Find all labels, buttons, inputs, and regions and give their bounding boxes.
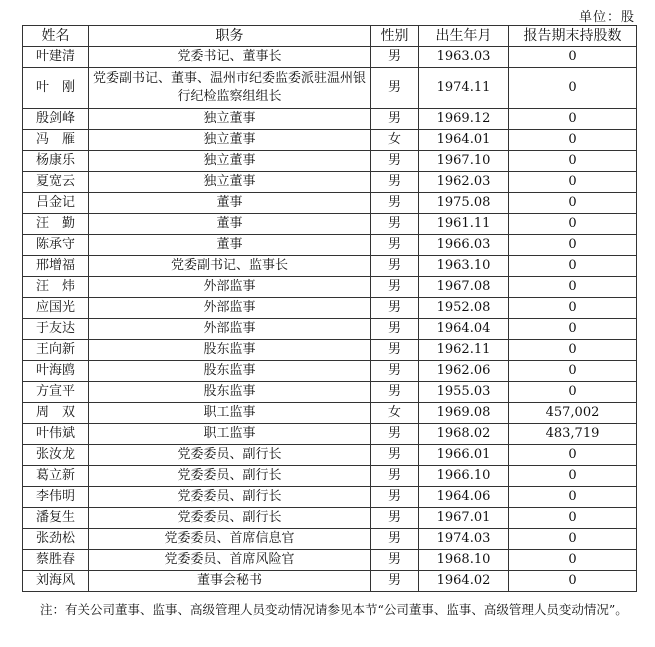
table-row [23,340,637,361]
table-row [23,361,637,382]
cell-shares: 0 [509,277,637,298]
table-row [23,529,637,550]
cell-name: 叶海鸥 [23,361,89,382]
table-row [23,214,637,235]
cell-gender: 男 [371,193,419,214]
cell-gender: 男 [371,571,419,592]
header-birth: 出生年月 [419,26,509,47]
cell-gender: 男 [371,424,419,445]
table-row [23,130,637,151]
cell-birth: 1963.10 [419,256,509,277]
cell-position: 党委委员、首席信息官 [89,529,371,550]
cell-birth: 1969.12 [419,109,509,130]
table-row [23,109,637,130]
cell-birth: 1966.03 [419,235,509,256]
cell-gender: 男 [371,256,419,277]
table-row [23,445,637,466]
cell-birth: 1964.06 [419,487,509,508]
cell-shares: 0 [509,193,637,214]
cell-name: 夏宽云 [23,172,89,193]
cell-name: 王向新 [23,340,89,361]
cell-gender: 男 [371,550,419,571]
cell-name: 刘海风 [23,571,89,592]
cell-gender: 男 [371,382,419,403]
cell-position: 党委委员、副行长 [89,466,371,487]
cell-position: 董事 [89,214,371,235]
shareholding-table [22,25,637,592]
cell-shares: 0 [509,529,637,550]
cell-shares: 483,719 [509,424,637,445]
cell-shares: 0 [509,68,637,109]
cell-shares: 0 [509,445,637,466]
cell-name: 杨康乐 [23,151,89,172]
cell-shares: 0 [509,214,637,235]
cell-birth: 1964.02 [419,571,509,592]
table-row [23,235,637,256]
cell-name: 邢增福 [23,256,89,277]
table-row [23,403,637,424]
cell-shares: 0 [509,487,637,508]
table-row [23,172,637,193]
cell-shares: 457,002 [509,403,637,424]
cell-shares: 0 [509,571,637,592]
cell-gender: 男 [371,68,419,109]
cell-shares: 0 [509,550,637,571]
cell-birth: 1962.03 [419,172,509,193]
table-row [23,508,637,529]
cell-birth: 1974.03 [419,529,509,550]
cell-gender: 男 [371,340,419,361]
cell-name: 殷剑峰 [23,109,89,130]
table-footnote: 注：有关公司董事、监事、高级管理人员变动情况请参见本节“公司董事、监事、高级管理人员变动情况”。 [40,602,628,617]
cell-name: 张劲松 [23,529,89,550]
cell-position: 党委委员、首席风险官 [89,550,371,571]
table-row [23,47,637,68]
cell-name: 张汝龙 [23,445,89,466]
cell-birth: 1968.02 [419,424,509,445]
table-row [23,319,637,340]
cell-gender: 男 [371,319,419,340]
cell-position: 外部监事 [89,277,371,298]
cell-birth: 1964.04 [419,319,509,340]
cell-gender: 男 [371,466,419,487]
cell-position: 党委副书记、监事长 [89,256,371,277]
cell-birth: 1964.01 [419,130,509,151]
cell-position: 党委委员、副行长 [89,445,371,466]
cell-gender: 男 [371,151,419,172]
cell-name: 应国光 [23,298,89,319]
cell-gender: 男 [371,508,419,529]
cell-gender: 男 [371,277,419,298]
cell-birth: 1968.10 [419,550,509,571]
table-row [23,424,637,445]
cell-name: 冯 雁 [23,130,89,151]
cell-name: 李伟明 [23,487,89,508]
cell-birth: 1966.10 [419,466,509,487]
cell-shares: 0 [509,47,637,68]
cell-birth: 1963.03 [419,47,509,68]
table-row [23,298,637,319]
cell-name: 汪 炜 [23,277,89,298]
cell-shares: 0 [509,340,637,361]
cell-gender: 男 [371,445,419,466]
cell-gender: 女 [371,130,419,151]
header-name: 姓名 [23,26,89,47]
cell-birth: 1952.08 [419,298,509,319]
cell-gender: 男 [371,361,419,382]
cell-name: 周 双 [23,403,89,424]
cell-position: 党委委员、副行长 [89,487,371,508]
cell-birth: 1967.01 [419,508,509,529]
cell-position: 董事会秘书 [89,571,371,592]
cell-shares: 0 [509,382,637,403]
cell-position: 董事 [89,235,371,256]
cell-birth: 1975.08 [419,193,509,214]
cell-gender: 男 [371,298,419,319]
table-row [23,466,637,487]
cell-gender: 男 [371,529,419,550]
cell-gender: 男 [371,47,419,68]
header-row [23,26,637,47]
cell-gender: 男 [371,109,419,130]
cell-shares: 0 [509,298,637,319]
cell-gender: 男 [371,172,419,193]
cell-birth: 1966.01 [419,445,509,466]
table-row [23,571,637,592]
cell-birth: 1967.08 [419,277,509,298]
cell-position: 股东监事 [89,382,371,403]
table-row [23,151,637,172]
table-row [23,277,637,298]
cell-gender: 男 [371,487,419,508]
cell-shares: 0 [509,256,637,277]
cell-position: 独立董事 [89,130,371,151]
cell-position: 党委副书记、董事、温州市纪委监委派驻温州银行纪检监察组组长 [89,68,371,109]
cell-name: 于友达 [23,319,89,340]
cell-birth: 1961.11 [419,214,509,235]
cell-name: 叶 刚 [23,68,89,109]
cell-position: 党委委员、副行长 [89,508,371,529]
table-row [23,382,637,403]
cell-shares: 0 [509,172,637,193]
cell-position: 股东监事 [89,361,371,382]
cell-shares: 0 [509,508,637,529]
header-gender: 性别 [371,26,419,47]
cell-shares: 0 [509,319,637,340]
cell-name: 陈承守 [23,235,89,256]
cell-shares: 0 [509,130,637,151]
cell-position: 外部监事 [89,319,371,340]
table-body [23,47,637,592]
cell-shares: 0 [509,361,637,382]
cell-birth: 1962.11 [419,340,509,361]
cell-position: 独立董事 [89,172,371,193]
cell-name: 叶建清 [23,47,89,68]
table-row [23,487,637,508]
header-position: 职务 [89,26,371,47]
cell-birth: 1962.06 [419,361,509,382]
table-row [23,550,637,571]
cell-position: 外部监事 [89,298,371,319]
cell-name: 方宣平 [23,382,89,403]
header-shares: 报告期末持股数 [509,26,637,47]
cell-position: 董事 [89,193,371,214]
cell-name: 蔡胜春 [23,550,89,571]
cell-name: 叶伟斌 [23,424,89,445]
cell-position: 独立董事 [89,151,371,172]
table-row [23,256,637,277]
cell-gender: 女 [371,403,419,424]
cell-position: 党委书记、董事长 [89,47,371,68]
cell-name: 潘复生 [23,508,89,529]
cell-name: 吕金记 [23,193,89,214]
cell-shares: 0 [509,151,637,172]
table-row [23,193,637,214]
cell-birth: 1969.08 [419,403,509,424]
cell-birth: 1955.03 [419,382,509,403]
cell-name: 葛立新 [23,466,89,487]
table-row [23,68,637,109]
cell-birth: 1974.11 [419,68,509,109]
cell-position: 职工监事 [89,403,371,424]
cell-birth: 1967.10 [419,151,509,172]
cell-shares: 0 [509,235,637,256]
cell-gender: 男 [371,214,419,235]
unit-label: 单位：股 [578,10,635,25]
cell-position: 股东监事 [89,340,371,361]
cell-shares: 0 [509,466,637,487]
cell-position: 独立董事 [89,109,371,130]
cell-gender: 男 [371,235,419,256]
cell-position: 职工监事 [89,424,371,445]
cell-name: 汪 勤 [23,214,89,235]
cell-shares: 0 [509,109,637,130]
